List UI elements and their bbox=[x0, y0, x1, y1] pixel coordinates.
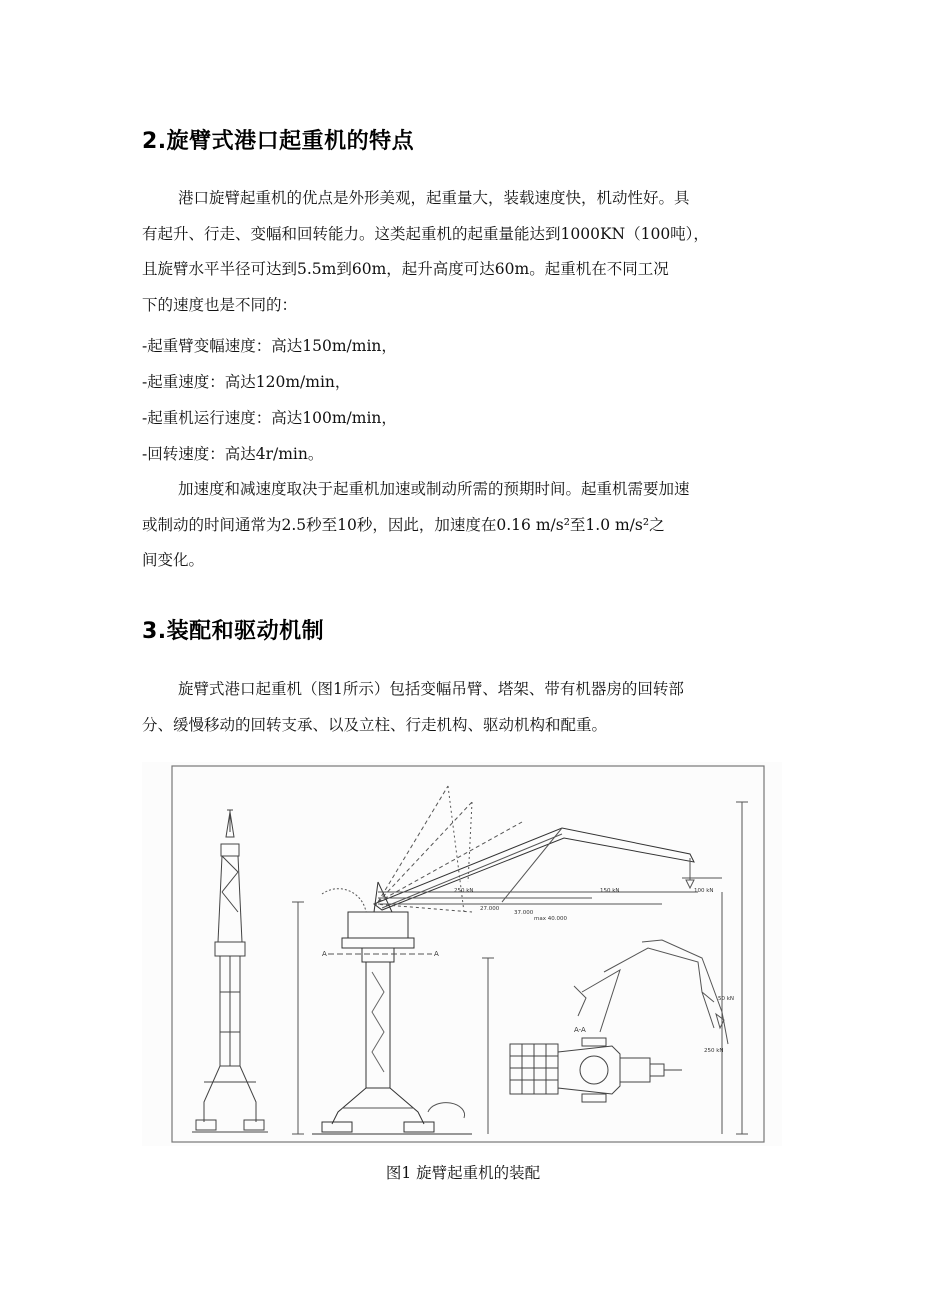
section-3-paragraph bbox=[142, 672, 790, 743]
paragraph-line: 且旋臂水平半径可达到5.5m到60m，起升高度可达60m。起重机在不同工况 bbox=[142, 260, 669, 278]
paragraph-line: 分、缓慢移动的回转支承、以及立柱、行走机构、驱动机构和配重。 bbox=[142, 715, 608, 734]
speed-list bbox=[142, 328, 790, 472]
drawing-background bbox=[142, 762, 782, 1146]
label-load-3: 100 kN bbox=[694, 888, 714, 894]
label-load-1: 250 kN bbox=[454, 888, 474, 894]
label-dim-3: max 40.000 bbox=[534, 916, 567, 922]
speed-item-hoisting: -起重速度：高达120m/min， bbox=[142, 373, 351, 391]
paragraph-line: 或制动的时间通常为2.5秒至10秒，因此，加速度在0.16 m/s²至1.0 m/s²之 bbox=[142, 515, 665, 534]
section-3-heading: 3.装配和驱动机制 bbox=[142, 619, 325, 644]
section-2-heading: 2.旋臂式港口起重机的特点 bbox=[142, 129, 415, 154]
paragraph-line: 加速度和减速度取决于起重机加速或制动所需的预期时间。起重机需要加速 bbox=[178, 480, 690, 498]
paragraph-line: 旋臂式港口起重机（图1所示）包括变幅吊臂、塔架、带有机器房的回转部 bbox=[178, 680, 684, 698]
figure-caption: 图1 旋臂起重机的装配 bbox=[385, 1164, 541, 1182]
label-load-4: 50 kN bbox=[718, 996, 735, 1002]
speed-item-slewing: -回转速度：高达4r/min。 bbox=[142, 445, 324, 463]
speed-item-luffing: -起重臂变幅速度：高达150m/min， bbox=[142, 337, 397, 355]
paragraph-line: 下的速度也是不同的： bbox=[142, 295, 298, 314]
label-dim-2: 37.000 bbox=[514, 910, 534, 916]
speed-item-travel: -起重机运行速度：高达100m/min， bbox=[142, 409, 397, 427]
section-2-intro-paragraph bbox=[142, 181, 790, 323]
paragraph-line: 间变化。 bbox=[142, 551, 205, 569]
label-section-a-left: A bbox=[322, 950, 327, 958]
section-2-acceleration-paragraph bbox=[142, 472, 790, 579]
label-load-2: 150 kN bbox=[600, 888, 620, 894]
label-dim-1: 27.000 bbox=[480, 906, 500, 912]
label-section-aa: A-A bbox=[574, 1026, 586, 1034]
label-section-a-right: A bbox=[434, 950, 439, 958]
paragraph-line: 有起升、行走、变幅和回转能力。这类起重机的起重量能达到1000KN（100吨）， bbox=[142, 224, 709, 243]
paragraph-line: 港口旋臂起重机的优点是外形美观，起重量大，装载速度快，机动性好。具 bbox=[178, 189, 690, 207]
crane-assembly-figure bbox=[142, 762, 782, 1146]
crane-drawing bbox=[142, 762, 782, 1146]
label-load-5: 250 kN bbox=[704, 1048, 724, 1054]
